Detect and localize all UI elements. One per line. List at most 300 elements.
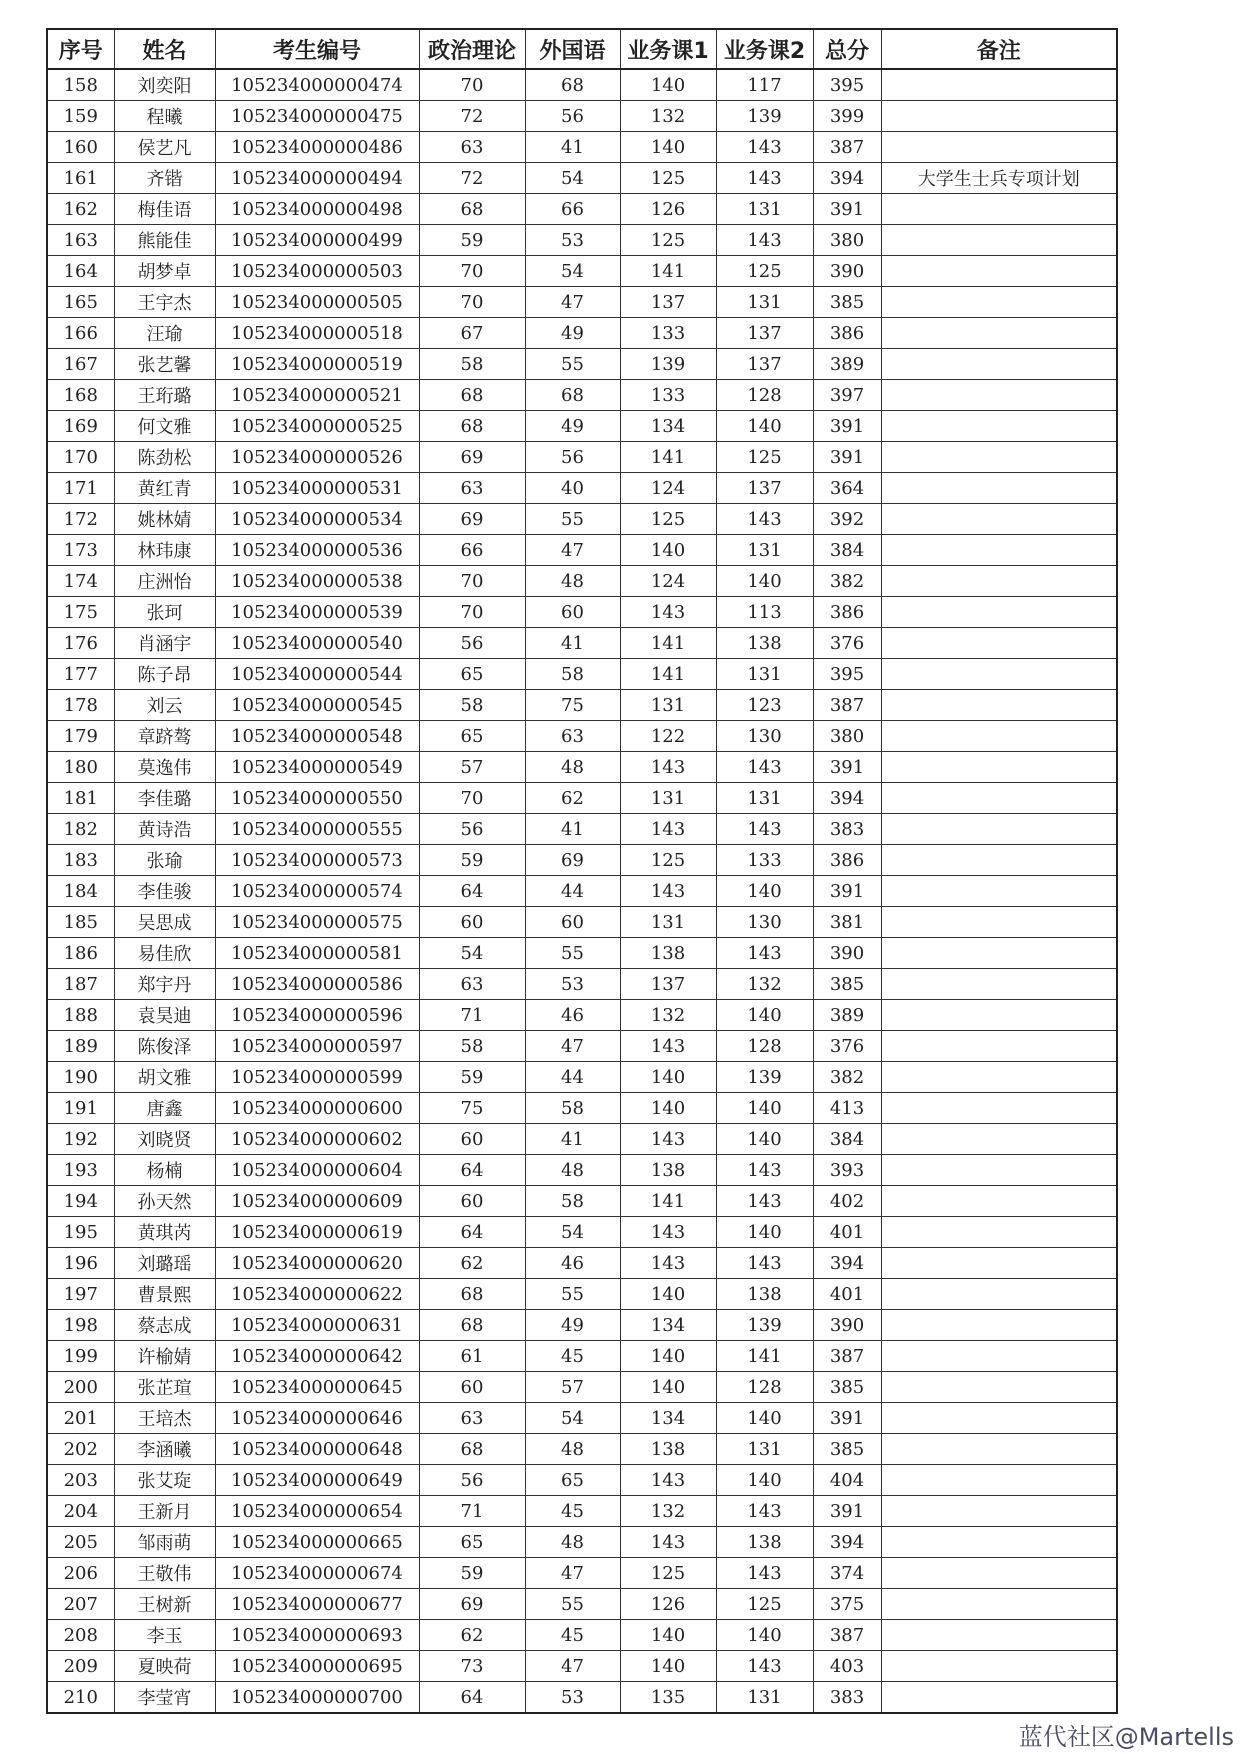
seq-cell: 200 <box>47 1372 114 1403</box>
remarks-cell <box>881 1248 1117 1279</box>
table-row <box>47 1620 1117 1651</box>
table-row <box>47 597 1117 628</box>
politics-cell: 56 <box>419 814 525 845</box>
course-2-cell: 143 <box>716 1558 813 1589</box>
exam-id-cell: 105234000000575 <box>215 907 419 938</box>
exam-id-cell: 105234000000695 <box>215 1651 419 1682</box>
politics-cell: 68 <box>419 411 525 442</box>
course-2-cell: 143 <box>716 1651 813 1682</box>
table-row <box>47 1496 1117 1527</box>
remarks-cell <box>881 442 1117 473</box>
total-cell: 385 <box>813 969 881 1000</box>
foreign-language-cell: 46 <box>525 1000 620 1031</box>
remarks-cell <box>881 814 1117 845</box>
course-2-cell: 137 <box>716 473 813 504</box>
table-row <box>47 535 1117 566</box>
remarks-cell <box>881 318 1117 349</box>
course-1-cell: 138 <box>620 1434 716 1465</box>
foreign-language-cell: 41 <box>525 814 620 845</box>
total-cell: 382 <box>813 566 881 597</box>
total-cell: 397 <box>813 380 881 411</box>
course-2-cell: 140 <box>716 411 813 442</box>
seq-cell: 181 <box>47 783 114 814</box>
seq-cell: 182 <box>47 814 114 845</box>
remarks-cell <box>881 256 1117 287</box>
table-row <box>47 876 1117 907</box>
foreign-language-cell: 68 <box>525 380 620 411</box>
politics-cell: 69 <box>419 1589 525 1620</box>
name-cell: 刘璐瑶 <box>114 1248 215 1279</box>
remarks-cell <box>881 69 1117 101</box>
course-1-cell: 131 <box>620 783 716 814</box>
politics-cell: 64 <box>419 1155 525 1186</box>
name-cell: 李佳璐 <box>114 783 215 814</box>
exam-id-cell: 105234000000620 <box>215 1248 419 1279</box>
politics-cell: 73 <box>419 1651 525 1682</box>
course-2-cell: 143 <box>716 814 813 845</box>
course-1-cell: 139 <box>620 349 716 380</box>
name-cell: 刘云 <box>114 690 215 721</box>
politics-cell: 69 <box>419 442 525 473</box>
course-1-cell: 141 <box>620 256 716 287</box>
table-row <box>47 907 1117 938</box>
foreign-language-cell: 48 <box>525 752 620 783</box>
foreign-language-cell: 48 <box>525 1155 620 1186</box>
remarks-cell <box>881 287 1117 318</box>
total-cell: 404 <box>813 1465 881 1496</box>
course-1-cell: 126 <box>620 194 716 225</box>
exam-id-cell: 105234000000534 <box>215 504 419 535</box>
foreign-language-cell: 45 <box>525 1341 620 1372</box>
foreign-language-cell: 47 <box>525 287 620 318</box>
course-1-cell: 131 <box>620 690 716 721</box>
exam-id-cell: 105234000000648 <box>215 1434 419 1465</box>
remarks-cell <box>881 504 1117 535</box>
exam-id-cell: 105234000000604 <box>215 1155 419 1186</box>
table-row <box>47 659 1117 690</box>
remarks-cell <box>881 597 1117 628</box>
course-2-cell: 131 <box>716 535 813 566</box>
seq-cell: 199 <box>47 1341 114 1372</box>
politics-cell: 68 <box>419 194 525 225</box>
course-1-cell: 124 <box>620 566 716 597</box>
course-2-cell: 143 <box>716 752 813 783</box>
course-1-cell: 133 <box>620 318 716 349</box>
course-2-cell: 139 <box>716 101 813 132</box>
total-cell: 387 <box>813 1341 881 1372</box>
table-header <box>47 29 1117 69</box>
course-2-cell: 140 <box>716 876 813 907</box>
foreign-language-cell: 55 <box>525 504 620 535</box>
exam-id-cell: 105234000000665 <box>215 1527 419 1558</box>
exam-id-cell: 105234000000574 <box>215 876 419 907</box>
header-politics: 政治理论 <box>419 29 525 69</box>
foreign-language-cell: 53 <box>525 1682 620 1714</box>
course-2-cell: 130 <box>716 907 813 938</box>
remarks-cell <box>881 1527 1117 1558</box>
course-1-cell: 135 <box>620 1682 716 1714</box>
politics-cell: 65 <box>419 659 525 690</box>
course-1-cell: 141 <box>620 1186 716 1217</box>
table-row <box>47 256 1117 287</box>
table-row <box>47 473 1117 504</box>
foreign-language-cell: 41 <box>525 132 620 163</box>
total-cell: 393 <box>813 1155 881 1186</box>
name-cell: 李莹宵 <box>114 1682 215 1714</box>
name-cell: 张珂 <box>114 597 215 628</box>
politics-cell: 61 <box>419 1341 525 1372</box>
seq-cell: 201 <box>47 1403 114 1434</box>
course-2-cell: 140 <box>716 1620 813 1651</box>
course-1-cell: 143 <box>620 1031 716 1062</box>
foreign-language-cell: 58 <box>525 1093 620 1124</box>
remarks-cell <box>881 1341 1117 1372</box>
exam-id-cell: 105234000000573 <box>215 845 419 876</box>
course-2-cell: 138 <box>716 1279 813 1310</box>
course-2-cell: 140 <box>716 1217 813 1248</box>
course-1-cell: 141 <box>620 659 716 690</box>
name-cell: 侯艺凡 <box>114 132 215 163</box>
total-cell: 364 <box>813 473 881 504</box>
name-cell: 李玉 <box>114 1620 215 1651</box>
seq-cell: 209 <box>47 1651 114 1682</box>
course-1-cell: 125 <box>620 1558 716 1589</box>
course-2-cell: 128 <box>716 1031 813 1062</box>
remarks-cell <box>881 411 1117 442</box>
seq-cell: 187 <box>47 969 114 1000</box>
seq-cell: 167 <box>47 349 114 380</box>
seq-cell: 176 <box>47 628 114 659</box>
politics-cell: 64 <box>419 876 525 907</box>
seq-cell: 170 <box>47 442 114 473</box>
name-cell: 杨楠 <box>114 1155 215 1186</box>
name-cell: 李佳骏 <box>114 876 215 907</box>
foreign-language-cell: 56 <box>525 442 620 473</box>
foreign-language-cell: 66 <box>525 194 620 225</box>
name-cell: 姚林婧 <box>114 504 215 535</box>
remarks-cell <box>881 1310 1117 1341</box>
seq-cell: 158 <box>47 69 114 101</box>
total-cell: 382 <box>813 1062 881 1093</box>
course-2-cell: 140 <box>716 1403 813 1434</box>
remarks-cell <box>881 1372 1117 1403</box>
seq-cell: 165 <box>47 287 114 318</box>
table-row <box>47 1465 1117 1496</box>
watermark: 蓝代社区@Martells <box>1018 1723 1234 1751</box>
course-2-cell: 143 <box>716 1248 813 1279</box>
foreign-language-cell: 63 <box>525 721 620 752</box>
exam-id-cell: 105234000000544 <box>215 659 419 690</box>
name-cell: 章跻骜 <box>114 721 215 752</box>
total-cell: 375 <box>813 1589 881 1620</box>
remarks-cell <box>881 1031 1117 1062</box>
course-1-cell: 143 <box>620 876 716 907</box>
exam-id-cell: 105234000000550 <box>215 783 419 814</box>
course-2-cell: 131 <box>716 194 813 225</box>
total-cell: 394 <box>813 1527 881 1558</box>
total-cell: 381 <box>813 907 881 938</box>
course-2-cell: 133 <box>716 845 813 876</box>
seq-cell: 189 <box>47 1031 114 1062</box>
exam-id-cell: 105234000000631 <box>215 1310 419 1341</box>
total-cell: 374 <box>813 1558 881 1589</box>
remarks-cell <box>881 1589 1117 1620</box>
politics-cell: 63 <box>419 1403 525 1434</box>
politics-cell: 68 <box>419 380 525 411</box>
table-body <box>47 69 1117 1713</box>
name-cell: 刘奕阳 <box>114 69 215 101</box>
course-1-cell: 125 <box>620 845 716 876</box>
foreign-language-cell: 48 <box>525 566 620 597</box>
course-2-cell: 132 <box>716 969 813 1000</box>
course-2-cell: 130 <box>716 721 813 752</box>
seq-cell: 162 <box>47 194 114 225</box>
politics-cell: 56 <box>419 628 525 659</box>
seq-cell: 169 <box>47 411 114 442</box>
name-cell: 胡文雅 <box>114 1062 215 1093</box>
foreign-language-cell: 53 <box>525 225 620 256</box>
politics-cell: 64 <box>419 1682 525 1714</box>
remarks-cell <box>881 1217 1117 1248</box>
table-row <box>47 69 1117 101</box>
foreign-language-cell: 44 <box>525 876 620 907</box>
total-cell: 391 <box>813 752 881 783</box>
course-1-cell: 140 <box>620 1279 716 1310</box>
total-cell: 391 <box>813 194 881 225</box>
table-row <box>47 1527 1117 1558</box>
politics-cell: 60 <box>419 1124 525 1155</box>
politics-cell: 64 <box>419 1217 525 1248</box>
exam-id-cell: 105234000000475 <box>215 101 419 132</box>
header-foreign-language: 外国语 <box>525 29 620 69</box>
table-row <box>47 411 1117 442</box>
name-cell: 李涵曦 <box>114 1434 215 1465</box>
name-cell: 王新月 <box>114 1496 215 1527</box>
total-cell: 384 <box>813 535 881 566</box>
course-1-cell: 125 <box>620 163 716 194</box>
total-cell: 391 <box>813 442 881 473</box>
course-2-cell: 123 <box>716 690 813 721</box>
politics-cell: 59 <box>419 1558 525 1589</box>
course-2-cell: 143 <box>716 1155 813 1186</box>
exam-id-cell: 105234000000531 <box>215 473 419 504</box>
name-cell: 刘晓贤 <box>114 1124 215 1155</box>
course-1-cell: 143 <box>620 1527 716 1558</box>
course-1-cell: 140 <box>620 1651 716 1682</box>
foreign-language-cell: 55 <box>525 1589 620 1620</box>
course-1-cell: 141 <box>620 442 716 473</box>
name-cell: 程曦 <box>114 101 215 132</box>
name-cell: 王培杰 <box>114 1403 215 1434</box>
exam-id-cell: 105234000000597 <box>215 1031 419 1062</box>
course-2-cell: 143 <box>716 504 813 535</box>
politics-cell: 57 <box>419 752 525 783</box>
remarks-cell <box>881 1496 1117 1527</box>
remarks-cell <box>881 721 1117 752</box>
remarks-cell <box>881 194 1117 225</box>
seq-cell: 178 <box>47 690 114 721</box>
course-1-cell: 140 <box>620 1372 716 1403</box>
name-cell: 夏映荷 <box>114 1651 215 1682</box>
exam-id-cell: 105234000000503 <box>215 256 419 287</box>
seq-cell: 198 <box>47 1310 114 1341</box>
table-row <box>47 380 1117 411</box>
table-row <box>47 1403 1117 1434</box>
table-row <box>47 1279 1117 1310</box>
table-row <box>47 1558 1117 1589</box>
course-1-cell: 140 <box>620 535 716 566</box>
exam-id-cell: 105234000000494 <box>215 163 419 194</box>
course-1-cell: 134 <box>620 1403 716 1434</box>
exam-id-cell: 105234000000498 <box>215 194 419 225</box>
name-cell: 齐锴 <box>114 163 215 194</box>
name-cell: 易佳欣 <box>114 938 215 969</box>
name-cell: 陈劲松 <box>114 442 215 473</box>
politics-cell: 60 <box>419 907 525 938</box>
table-row <box>47 566 1117 597</box>
exam-id-cell: 105234000000581 <box>215 938 419 969</box>
politics-cell: 63 <box>419 473 525 504</box>
politics-cell: 59 <box>419 225 525 256</box>
table-row <box>47 1589 1117 1620</box>
total-cell: 390 <box>813 938 881 969</box>
remarks-cell: 大学生士兵专项计划 <box>881 163 1117 194</box>
total-cell: 385 <box>813 287 881 318</box>
foreign-language-cell: 53 <box>525 969 620 1000</box>
seq-cell: 174 <box>47 566 114 597</box>
total-cell: 389 <box>813 349 881 380</box>
header-total: 总分 <box>813 29 881 69</box>
remarks-cell <box>881 1403 1117 1434</box>
total-cell: 401 <box>813 1279 881 1310</box>
politics-cell: 72 <box>419 163 525 194</box>
course-1-cell: 143 <box>620 1248 716 1279</box>
total-cell: 383 <box>813 814 881 845</box>
total-cell: 383 <box>813 1682 881 1714</box>
total-cell: 390 <box>813 256 881 287</box>
table-row <box>47 132 1117 163</box>
politics-cell: 68 <box>419 1279 525 1310</box>
remarks-cell <box>881 1124 1117 1155</box>
remarks-cell <box>881 132 1117 163</box>
total-cell: 376 <box>813 1031 881 1062</box>
foreign-language-cell: 46 <box>525 1248 620 1279</box>
politics-cell: 70 <box>419 287 525 318</box>
seq-cell: 161 <box>47 163 114 194</box>
seq-cell: 204 <box>47 1496 114 1527</box>
exam-id-cell: 105234000000499 <box>215 225 419 256</box>
course-1-cell: 143 <box>620 1217 716 1248</box>
table-row <box>47 1062 1117 1093</box>
remarks-cell <box>881 845 1117 876</box>
total-cell: 395 <box>813 69 881 101</box>
total-cell: 394 <box>813 783 881 814</box>
politics-cell: 71 <box>419 1496 525 1527</box>
course-2-cell: 140 <box>716 1465 813 1496</box>
seq-cell: 172 <box>47 504 114 535</box>
total-cell: 380 <box>813 721 881 752</box>
name-cell: 许榆婧 <box>114 1341 215 1372</box>
politics-cell: 58 <box>419 690 525 721</box>
table-row <box>47 442 1117 473</box>
table-row <box>47 1651 1117 1682</box>
course-1-cell: 122 <box>620 721 716 752</box>
seq-cell: 191 <box>47 1093 114 1124</box>
name-cell: 邹雨萌 <box>114 1527 215 1558</box>
foreign-language-cell: 68 <box>525 69 620 101</box>
politics-cell: 67 <box>419 318 525 349</box>
foreign-language-cell: 55 <box>525 349 620 380</box>
foreign-language-cell: 55 <box>525 1279 620 1310</box>
exam-id-cell: 105234000000677 <box>215 1589 419 1620</box>
exam-id-cell: 105234000000555 <box>215 814 419 845</box>
seq-cell: 180 <box>47 752 114 783</box>
course-2-cell: 117 <box>716 69 813 101</box>
seq-cell: 184 <box>47 876 114 907</box>
total-cell: 391 <box>813 1496 881 1527</box>
foreign-language-cell: 48 <box>525 1434 620 1465</box>
total-cell: 391 <box>813 411 881 442</box>
course-1-cell: 126 <box>620 1589 716 1620</box>
foreign-language-cell: 47 <box>525 1558 620 1589</box>
course-1-cell: 143 <box>620 1124 716 1155</box>
seq-cell: 202 <box>47 1434 114 1465</box>
seq-cell: 197 <box>47 1279 114 1310</box>
course-1-cell: 143 <box>620 1465 716 1496</box>
remarks-cell <box>881 349 1117 380</box>
seq-cell: 210 <box>47 1682 114 1714</box>
total-cell: 387 <box>813 690 881 721</box>
course-2-cell: 128 <box>716 1372 813 1403</box>
remarks-cell <box>881 225 1117 256</box>
course-2-cell: 131 <box>716 287 813 318</box>
remarks-cell <box>881 969 1117 1000</box>
remarks-cell <box>881 1186 1117 1217</box>
remarks-cell <box>881 566 1117 597</box>
total-cell: 394 <box>813 1248 881 1279</box>
exam-id-cell: 105234000000602 <box>215 1124 419 1155</box>
table-row <box>47 225 1117 256</box>
remarks-cell <box>881 1093 1117 1124</box>
name-cell: 汪瑜 <box>114 318 215 349</box>
foreign-language-cell: 54 <box>525 256 620 287</box>
name-cell: 王树新 <box>114 1589 215 1620</box>
course-2-cell: 140 <box>716 1124 813 1155</box>
politics-cell: 56 <box>419 1465 525 1496</box>
foreign-language-cell: 54 <box>525 1403 620 1434</box>
total-cell: 389 <box>813 1000 881 1031</box>
politics-cell: 62 <box>419 1248 525 1279</box>
course-1-cell: 140 <box>620 1093 716 1124</box>
exam-id-cell: 105234000000693 <box>215 1620 419 1651</box>
total-cell: 390 <box>813 1310 881 1341</box>
table-row <box>47 318 1117 349</box>
politics-cell: 68 <box>419 1434 525 1465</box>
seq-cell: 194 <box>47 1186 114 1217</box>
course-2-cell: 131 <box>716 659 813 690</box>
seq-cell: 177 <box>47 659 114 690</box>
remarks-cell <box>881 783 1117 814</box>
table-row <box>47 1217 1117 1248</box>
course-1-cell: 137 <box>620 969 716 1000</box>
remarks-cell <box>881 690 1117 721</box>
total-cell: 394 <box>813 163 881 194</box>
foreign-language-cell: 44 <box>525 1062 620 1093</box>
foreign-language-cell: 49 <box>525 1310 620 1341</box>
exam-id-cell: 105234000000536 <box>215 535 419 566</box>
exam-id-cell: 105234000000474 <box>215 69 419 101</box>
exam-id-cell: 105234000000549 <box>215 752 419 783</box>
